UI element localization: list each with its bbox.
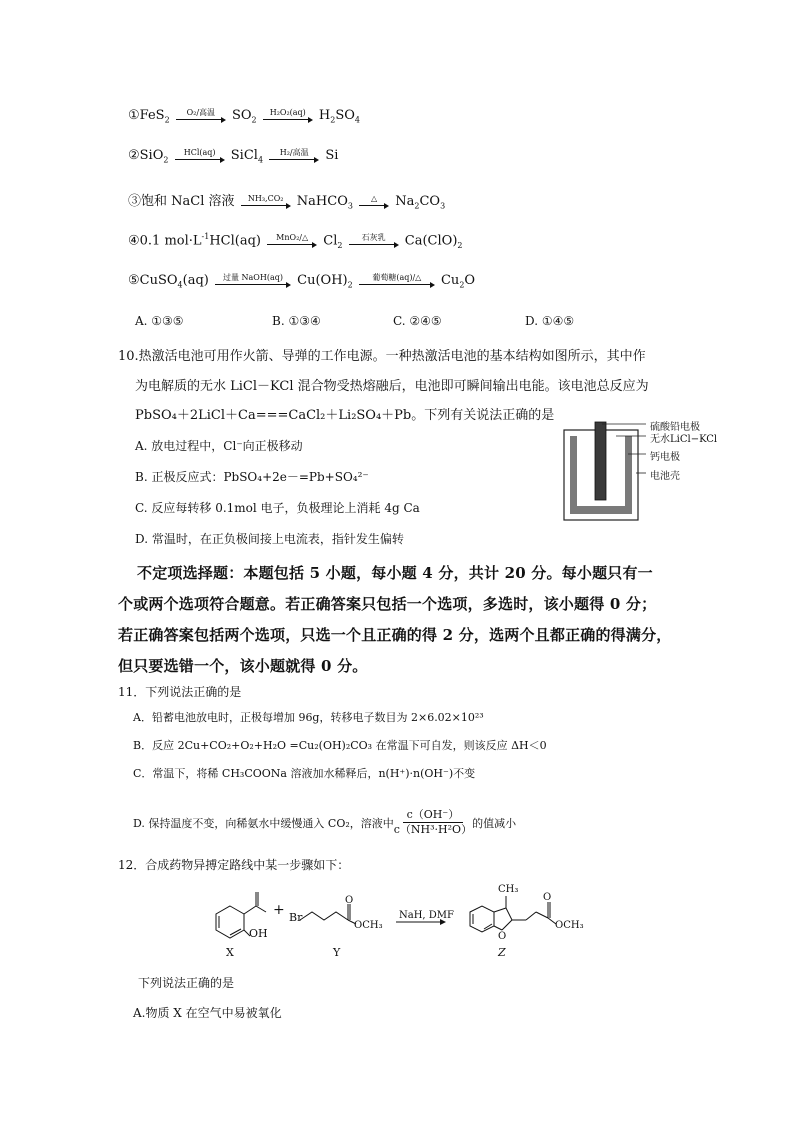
q12-option-a[interactable]: A.物质 X 在空气中易被氧化 (133, 1006, 282, 1020)
arrow-icon (176, 117, 226, 123)
q10-stem-line2: 为电解质的无水 LiCl－KCl 混合物受热熔融后，电池即可瞬间输出电能。该电池总反应为 (135, 379, 649, 394)
q10-option-c[interactable]: C. 反应每转移 0.1mol 电子，负极理论上消耗 4g Ca (135, 501, 420, 515)
molecule-y (300, 904, 356, 924)
arrow-icon (175, 157, 225, 163)
fraction (394, 808, 472, 837)
reaction-2: ②SiO$_2$ HCl(aq) SiCl$_4$ H₂/高温 Si (128, 148, 339, 165)
reaction-1: ①FeS$_2$ O₂/高温 $SO_2$ H₂O₂(aq) $H_2SO_4$ (128, 108, 361, 125)
z-carbonyl-o-label: O (543, 892, 552, 903)
section-instructions-line1: 不定项选择题：本题包括 5 小题，每小题 4 分，共计 20 分。每小题只有一 (137, 564, 653, 582)
reaction-4: ④0.1 $mol\cdot L^{-1}HCl(aq)$ MnO₂/△ $Cl_2$ 石灰乳 $Ca(ClO)_2$ (128, 232, 463, 250)
reaction-5: ⑤CuSO$_4$(aq) 过量 NaOH(aq) $Cu(OH)_2$ 葡萄糖(aq)/△ $Cu_2O$ (128, 273, 476, 290)
section-instructions-line2: 个或两个选项符合题意。若正确答案只包括一个选项，多选时，该小题得 0 分； (118, 595, 657, 613)
label-calcium-electrode: 钙电极 (650, 452, 680, 463)
arrow-icon (263, 117, 313, 123)
q9-option-c[interactable]: C. ②④⑤ (393, 314, 442, 328)
q11-option-d[interactable] (133, 808, 516, 837)
q10-option-a[interactable]: A. 放电过程中，Cl⁻向正极移动 (135, 439, 303, 453)
arrow-icon (241, 203, 291, 209)
fraction-denominator: c（NH³·H²O） (393, 823, 473, 836)
label-battery-shell: 电池壳 (650, 471, 680, 482)
z-ring-o-label: O (498, 931, 507, 942)
q11-option-d-prefix: D. 保持温度不变，向稀氨水中缓慢通入 CO₂，溶液中 (133, 816, 394, 830)
label-electrolyte: 无水LiCl−KCl (650, 434, 718, 445)
label-x: X (226, 946, 234, 959)
label-lead-sulfate-electrode: 硫酸铅电极 (650, 422, 700, 433)
fraction-numerator: c（OH⁻） (403, 808, 464, 823)
arrow-icon (359, 203, 389, 209)
arrow-icon (359, 282, 435, 288)
arrow-icon (349, 242, 399, 248)
section-instructions-line4: 但只要选错一个，该小题就得 0 分。 (118, 657, 368, 675)
label-z: Z (498, 946, 506, 959)
z-och3-label: OCH₃ (555, 920, 584, 931)
q11-option-c[interactable]: C．常温下，将稀 CH₃COONa 溶液加水稀释后，n(H⁺)·n(OH⁻)不变 (133, 767, 476, 780)
q9-option-a[interactable]: A. ①③⑤ (135, 314, 184, 328)
q12-stem: 12．合成药物异搏定路线中某一步骤如下： (118, 858, 350, 872)
q10-option-b[interactable]: B. 正极反应式：PbSO₄+2e－=Pb+SO₄²⁻ (135, 470, 369, 484)
q11-option-b[interactable]: B．反应 2Cu+CO₂+O₂+H₂O =Cu₂(OH)₂CO₃ 在常温下可自发，则该反应 ΔH＜0 (133, 739, 547, 752)
q10-option-d[interactable]: D. 常温时，在正负极间接上电流表，指针发生偏转 (135, 532, 404, 546)
q10-stem-line1: 10.热激活电池可用作火箭、导弹的工作电源。一种热激活电池的基本结构如图所示，其中作 (118, 349, 646, 364)
arrow-icon (215, 282, 291, 288)
z-ch3-label: CH₃ (498, 884, 519, 895)
arrow-icon (269, 157, 319, 163)
y-carbonyl-o-label: O (345, 895, 354, 906)
q12-sub-stem: 下列说法正确的是 (138, 976, 235, 990)
arrow-icon (267, 242, 317, 248)
q9-option-b[interactable]: B. ①③④ (272, 314, 321, 328)
section-instructions-line3: 若正确答案包括两个选项，只选一个且正确的得 2 分，选两个且都正确的得满分， (118, 626, 672, 644)
label-y: Y (333, 946, 341, 959)
reagent-label: NaH, DMF (399, 910, 454, 921)
q10-stem-line3: PbSO₄＋2LiCl＋Ca===CaCl₂＋Li₂SO₄＋Pb。下列有关说法正确的是 (135, 408, 555, 423)
q11-option-d-suffix: 的值减小 (472, 816, 517, 830)
reaction-3: ③饱和 NaCl 溶液 NH₃,CO₂ NaHCO$_3$ △ $Na_2CO_3$ (128, 194, 446, 211)
lead-sulfate-electrode (595, 422, 606, 500)
x-oh-label: OH (249, 927, 268, 940)
q11-option-a[interactable]: A．铅蓄电池放电时，正极每增加 96g，转移电子数目为 2×6.02×10²³ (133, 711, 484, 724)
y-och3-label: OCH₃ (354, 920, 383, 931)
y-br-label: Br (289, 911, 303, 924)
plus-sign: + (273, 902, 285, 918)
q9-option-d[interactable]: D. ①④⑤ (525, 314, 575, 328)
q11-stem: 11．下列说法正确的是 (118, 685, 242, 699)
reaction-scheme (200, 884, 600, 962)
